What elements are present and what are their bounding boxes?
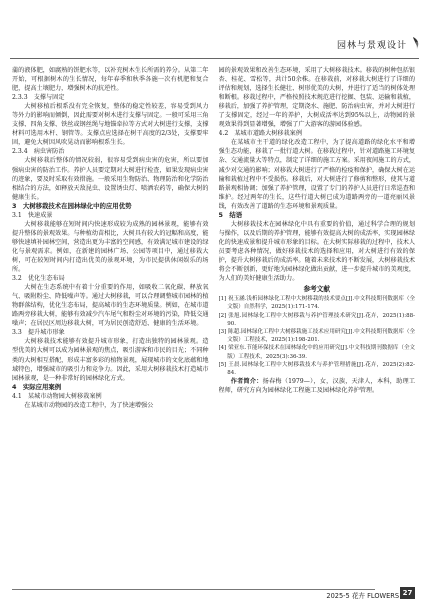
article-body [12, 66, 415, 578]
section-heading: 5 结语 [218, 210, 243, 219]
paragraph: 大树移栽能够在短时间内快速形成较为成熟的园林景观，能够有效提升整体的景观效果。与种植幼苗相比，大树具有较大的冠幅和高度，能够快速填补园林空间，营造出更为丰富的空间感，有效满足城市建设的绿化与景观需求。例如，在新建的园林广场、公园等项目中，通过移栽大树，可在较短时间内打造出优美的景观环境，为市民提供休闲娱乐的场所。 [12, 220, 209, 274]
reference-item: [5] 王晨.园林绿化工程中大树移栽技术与养护管理措施[J].花卉，2025(2):82-84. [218, 361, 415, 376]
section-heading: 3 大树移栽技术在园林绿化中的应用优势 [12, 201, 132, 210]
author-bio-label: 作者简介： [230, 378, 263, 386]
page-number: 27 [400, 587, 415, 599]
page-footer [0, 584, 427, 603]
paragraph: 园的景观效果和改善生态环境，采用了大树移栽技术。移栽的树种包括银杏、桂花、雪松等，共计50余株。在移栽前，对移栽大树进行了详细的评估和规划，选择生长健壮、树形优美的大树，并进行了适当的树体处理和断根。移栽过程中，严格按照技术规范进行挖掘、包装、运输和栽植，移栽后，加强了养护管理，定期浇水、施肥、防治病虫害，并对大树进行了支撑固定，经过一年的养护，大树成活率达到95%以上，动物园的景观效果得到显著增强，增强了广大游客的游园体验感。 [218, 67, 415, 129]
subsection-heading: 4.2 某城市道路大树移栽案例 [218, 130, 302, 138]
references-heading: 参考文献 [303, 285, 330, 294]
reference-item: [3] 陈超.园林绿化工程中大树移栽施工技术应用研究[J].中文科技期刊数据库（全文版）工程技术，2025(1):198-201. [218, 328, 415, 344]
paragraph: 在某城市主干道的绿化改造工程中，为了提高道路的绿化水平和增强生态功能，移栽了一批行道大树。在移栽过程中，针对道路施工环境复杂、交通流量大等特点，制定了详细的施工方案。采用夜间施工的方式，减少对交通的影响；对移栽大树进行了严格的检疫和保护，确保大树在运输和栽植过程中不受损伤。移栽后，对大树进行了修剪和整形，使其与道路景观相协调；加强了养护管理，设置了专门的养护人员进行日常巡查和维护。经过两年的生长，这些行道大树已成为道路两旁的一道亮丽风景线，有效改善了道路的生态环境和景观质量。 [218, 139, 415, 210]
reference-item: [4] 梁亚东.节能环保技术在园林绿化中的应用研究[J].中文科技期刊数据库（全文版）工程技术，2025(3):36-39. [218, 345, 415, 360]
subsection-heading: 2.3.4 病虫害防治 [12, 148, 65, 156]
subsection-heading: 4.1 某城市动物园大树移栽案例 [12, 392, 102, 400]
paragraph: 大树在生态系统中有着十分重要的作用，如吸收二氧化碳、释放氧气、吸附粉尘、降低噪声等。通过大树移栽，可以合理调整城市园林的植物群落结构，优化生态布局，提高城市的生态环境质量。例如，在城市道路两旁移栽大树，能够有效减少汽车尾气和粉尘对环境的污染，降低交通噪声；在居民区周边移栽大树，可为居民创造舒适、健康的生活环境。 [12, 284, 209, 328]
author-bio-text: 扬春梅（1979—），女，汉族，天津人，本科，助理工程师，研究方向为园林绿化工程施工及园林绿化养护管理。 [218, 378, 415, 395]
section-heading: 4 实际应用案例 [12, 382, 62, 391]
paragraph: 大树移栽技术在园林绿化中具有重要的价值，通过科学合理的规划与操作，以及后期的养护管理，能够有效提高大树的成活率，实现园林绿化的快速成景和提升城市形象的目标。在大树实际移栽的过程中，技术人员要考虑各种情况，做好移栽技术的选择和应用，对大树进行有效的保护，提升大树移栽后的成活率。随着未来技术的不断发展，大树移栽技术将会不断创新，更好地为园林绿化做出贡献，进一步提升城市的美观度，为人们的美好健康生活助力。 [218, 220, 415, 283]
paragraph: 大树移植后根系没有完全恢复，整体的稳定性较差，容易受到风力等外力的影响而倾倒，因此需要对树木进行支撑与固定。一般可采用三角支撑、四角支撑、铁丝或钢丝绳与地锚牵拉等方式对大树进行支撑，支撑材料可选用木杆、钢管等。支撑点应选择在树干高度的2/3处，支撑要牢固，避免大树因风吹晃动而影响根系生长。 [12, 103, 209, 147]
subsection-heading: 3.3 提升城市形象 [12, 329, 65, 337]
reference-item: [1] 祝玉涵.浅析园林绿化工程中大树移栽的技术要点[J].中文科技期刊数据库（全文版）自然科学，2025(1):171-174. [218, 296, 415, 311]
right-column-text [219, 66, 416, 283]
paragraph: 大树移栽后整体的情况较弱，很容易受到病虫害的危害，所以要加强病虫害的防治工作。养护人员要定期对大树进行检查，如果发现病虫害的迹象，要及时采取有效措施。一般采用生物防治、物理防治和化学防治相结合的方法，如释放天敌昆虫、设置诱虫灯、喷洒农药等，确保大树的健康生长。 [12, 157, 209, 201]
references-list [219, 295, 416, 377]
issue-info: 2025-5 花卉 FLOWERS [326, 592, 399, 600]
right-column [219, 66, 416, 578]
paragraph: 大树移栽技术能够有效提升城市形象，打造出独特的园林景观。造型优美的大树可以成为园林景观的焦点，吸引游客和市民的目光；不同种类的大树相互搭配，形成丰富多彩的植物景观，展现城市的文化底蕴和地域特色，增强城市的吸引力和竞争力。因此，采用大树移栽技术打造城市园林景观，是一种非常好的园林绿化方式。 [12, 338, 209, 382]
reference-item: [2] 张旭.园林绿化工程中大树移栽与养护管理技术研究[J].花卉，2025(1):88-90. [218, 312, 415, 327]
paragraph: 在某城市动物园的改造工程中，为了快速增强公 [24, 401, 154, 409]
subsection-heading: 3.1 快速成景 [12, 211, 53, 219]
left-column [12, 66, 209, 578]
footer-rule [12, 589, 375, 590]
page-header [0, 0, 427, 64]
header-rule [10, 58, 419, 59]
subsection-heading: 3.2 优化生态布局 [12, 275, 65, 283]
leaf-logo-icon [411, 36, 423, 50]
journal-section-title: 园林与景观设计 [336, 41, 407, 51]
subsection-heading: 2.3.3 支撑与固定 [12, 94, 65, 102]
paragraph: 蒲的液体肥，如腐熟的饼肥水等，以补充树木生长所需的养分。从第二年开始，可根据树木的生长情况，每年春季和秋季各施一次有机肥和复合肥，提高土壤肥力，增强树木的抗逆性。 [12, 67, 209, 93]
author-bio [219, 377, 416, 395]
